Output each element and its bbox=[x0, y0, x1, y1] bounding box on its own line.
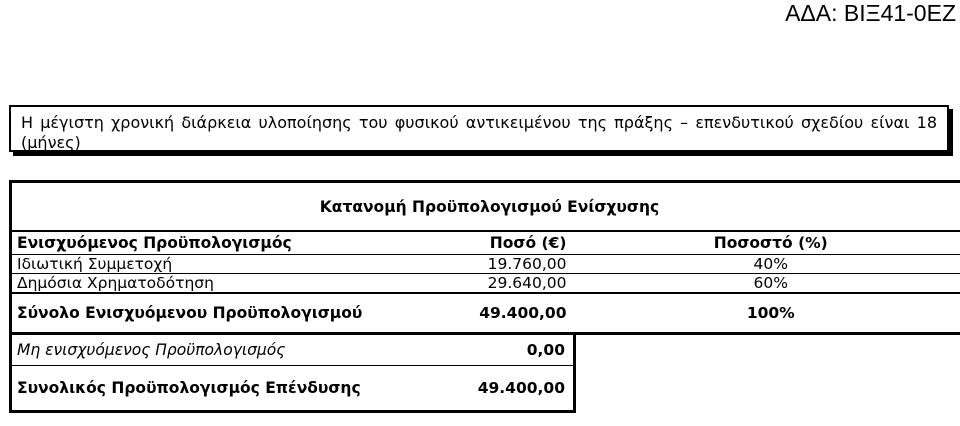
total-amount: 49.400,00 bbox=[363, 293, 575, 334]
grand-total-amount: 49.400,00 bbox=[363, 366, 575, 412]
table-row bbox=[11, 255, 960, 274]
column-header-amount: Ποσό (€) bbox=[363, 231, 575, 255]
budget-allocation-table bbox=[9, 180, 960, 426]
table-row bbox=[11, 274, 960, 294]
row-label: Δημόσια Χρηματοδότηση bbox=[11, 274, 363, 294]
ada-code: ΑΔΑ: ΒΙΞ41-0ΕΖ bbox=[785, 0, 956, 26]
row-label: Ιδιωτική Συμμετοχή bbox=[11, 255, 363, 274]
budget-title: Κατανομή Προϋπολογισμού Ενίσχυσης bbox=[11, 182, 960, 232]
row-percent: 40% bbox=[575, 255, 960, 274]
table-header-row bbox=[11, 231, 960, 255]
total-percent: 100% bbox=[575, 293, 960, 334]
non-subsidized-row bbox=[11, 334, 960, 366]
non-subsidized-amount: 0,00 bbox=[363, 334, 575, 366]
total-row bbox=[11, 293, 960, 334]
implementation-duration-text: Η μέγιστη χρονική διάρκεια υλοποίησης του φυσικού αντικειμένου της πράξης – επενδυτικού σχεδίου είναι 18 (μήνες) bbox=[21, 113, 937, 152]
row-amount: 19.760,00 bbox=[363, 255, 575, 274]
row-amount: 29.640,00 bbox=[363, 274, 575, 294]
column-header-percent: Ποσοστό (%) bbox=[575, 231, 960, 255]
implementation-duration-box bbox=[9, 105, 949, 152]
total-label: Σύνολο Ενισχυόμενου Προϋπολογισμού bbox=[11, 293, 363, 334]
grand-total-label: Συνολικός Προϋπολογισμός Επένδυσης bbox=[11, 366, 363, 412]
column-header-label: Ενισχυόμενος Προϋπολογισμός bbox=[11, 231, 363, 255]
non-subsidized-label: Μη ενισχυόμενος Προϋπολογισμός bbox=[11, 334, 363, 366]
row-percent: 60% bbox=[575, 274, 960, 294]
grand-total-row bbox=[11, 366, 960, 412]
